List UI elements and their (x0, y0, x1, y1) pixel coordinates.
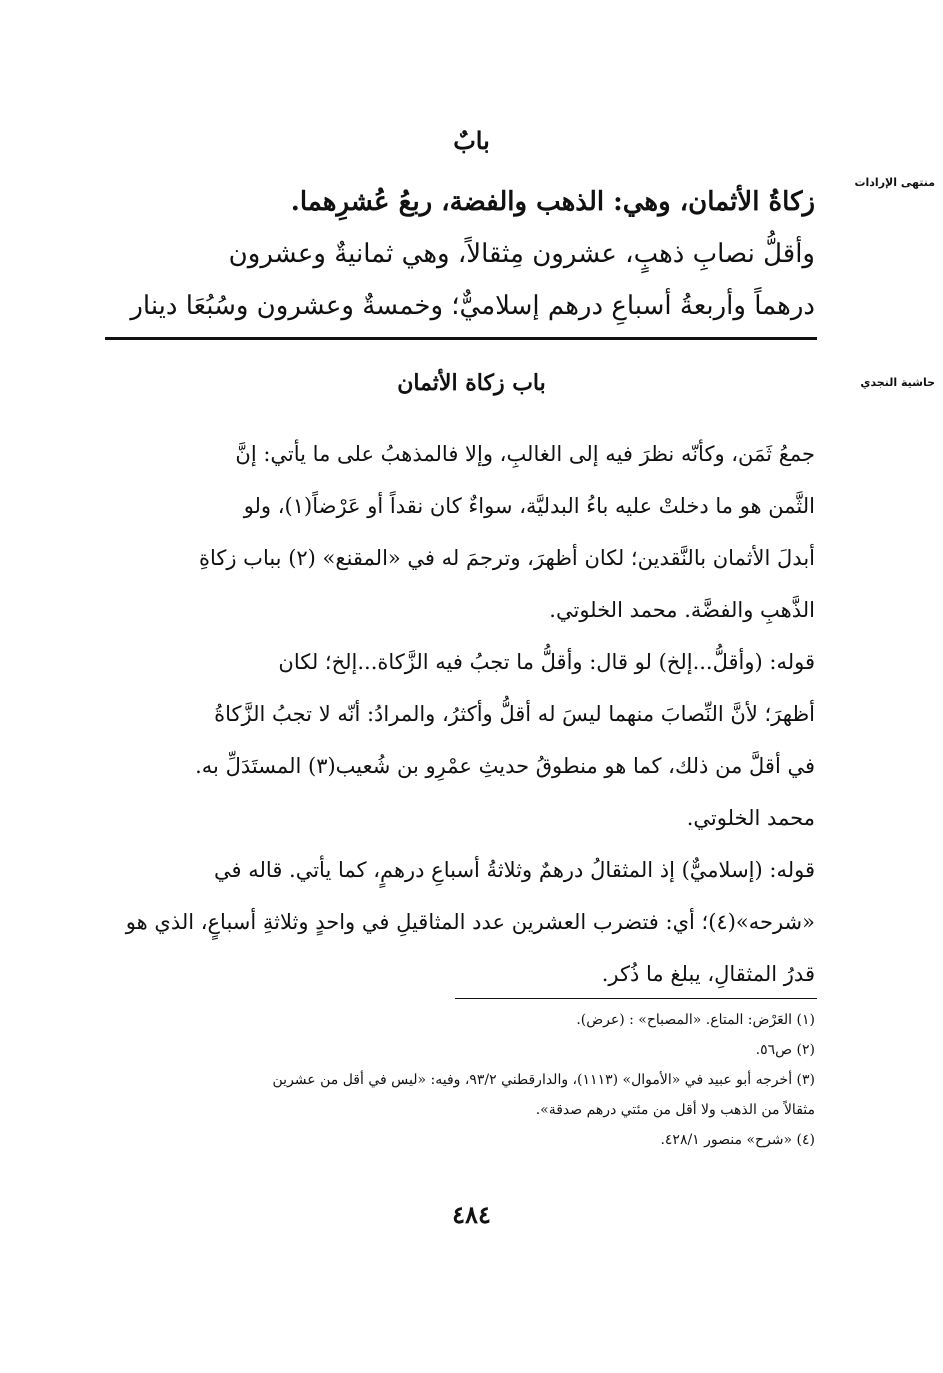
side-label-muntaha: منتهى الإرادات (854, 176, 935, 189)
footnote-line: مثقالاً من الذهب ولا أقل من مئتي درهم صدقة». (535, 1102, 815, 1118)
commentary-heading: باب زكاة الأثمان (397, 370, 546, 396)
main-line: وأقلُّ نصابِ ذهبٍ، عشرون مِثقالاً، وهي ثمانيةٌ وعشرون (228, 239, 815, 269)
commentary-line: محمد الخلوتي. (686, 806, 815, 830)
main-line: زكاةُ الأثمان، وهي: الذهب والفضة، ربعُ عُشرِهما. (290, 187, 815, 217)
commentary-line: أظهرَ؛ لأنَّ النِّصابَ منهما ليسَ له أقلُّ وأكثرُ، والمرادُ: أنّه لا تجبُ الزَّكاةُ (214, 702, 815, 726)
commentary-line: في أقلَّ من ذلك، كما هو منطوقُ حديثِ عمْرِو بن شُعيب(٣) المستَدَلِّ به. (195, 754, 815, 778)
footnote-line: (١) العَرْض: المتاع. «المصباح» : (عرض). (576, 1012, 815, 1028)
footnote-divider (455, 998, 817, 999)
commentary-line: قوله: (وأقلُّ...إلخ) لو قال: وأقلُّ ما تجبُ فيه الزَّكاة...إلخ؛ لكان (278, 650, 815, 674)
commentary-line: الذَّهبِ والفضَّة. محمد الخلوتي. (549, 598, 815, 622)
main-heading: بابٌ (453, 126, 490, 155)
side-label-najdi: حاشية النجدي (860, 376, 935, 389)
footnote-line: (٣) أخرجه أبو عبيد في «الأموال» (١١١٣)، والدارقطني ٩٣/٢، وفيه: «ليس في أقل من عشرين (272, 1072, 815, 1088)
section-divider (105, 337, 817, 340)
footnote-line: (٤) «شرح» منصور ٤٢٨/١. (660, 1132, 815, 1148)
commentary-text (105, 428, 815, 1000)
commentary-line: أبدلَ الأثمان بالنَّقدين؛ لكان أظهرَ، وترجمَ له في «المقنع» (٢) بباب زكاةِ (198, 546, 815, 570)
commentary-line: «شرحه»(٤)؛ أي: فتضرب العشرين عدد المثاقيلِ في واحدٍ وثلاثةِ أسباعٍ، الذي هو (125, 910, 815, 934)
main-line: درهماً وأربعةُ أسباعِ درهم إسلاميٌّ؛ وخمسةٌ وعشرون وسُبُعَا دينار (130, 291, 815, 321)
commentary-line: الثَّمن هو ما دخلتْ عليه باءُ البدليَّة، سواءٌ كان نقداً أو عَرْضاً(١)، ولو (243, 494, 815, 518)
footnote-line: (٢) ص٥٦. (755, 1042, 815, 1058)
page-number: ٤٨٤ (452, 1200, 491, 1229)
footnotes (105, 1005, 815, 1155)
main-text (105, 176, 815, 332)
commentary-line: جمعُ ثَمَن، وكأنّه نظرَ فيه إلى الغالبِ، وإلا فالمذهبُ على ما يأتي: إنَّ (235, 442, 815, 466)
commentary-line: قوله: (إسلاميٌّ) إذ المثقالُ درهمٌ وثلاثةُ أسباعِ درهمٍ، كما يأتي. قاله في (214, 858, 815, 882)
commentary-line: قدرُ المثقالِ، يبلغ ما ذُكر. (601, 962, 815, 986)
